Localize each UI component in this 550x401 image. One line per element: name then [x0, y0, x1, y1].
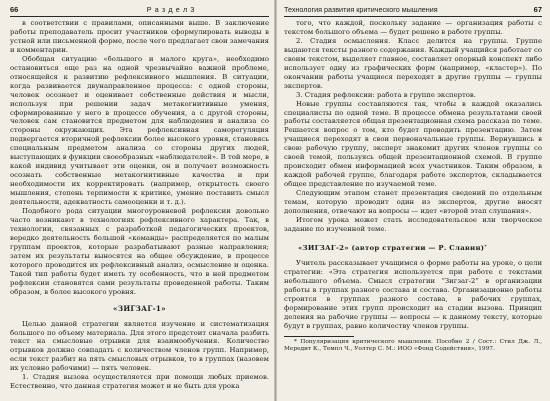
- header-rule: [284, 16, 542, 17]
- paragraph: Целью данной стратегии является изучение и систематизация большого по объему материала. Для этого предстоит сначала разбить текст на смысловые отрывки для взаимообучения. Количество отрывков должно совпадать с количеством членов групп. Например, если текст разбит на пять смысловых отрывков, то в группах (назовем их условно рабочими) — пять человек.: [10, 319, 269, 373]
- footnote: [284, 339, 542, 354]
- paragraph: того, что каждой, поскольку задание — организация работы с текстом большого объема — будет решено в работе группы.: [284, 19, 542, 36]
- running-title: Технология развития критического мышления: [284, 5, 438, 14]
- section-heading: «ЗИГЗАГ-1»: [113, 303, 166, 313]
- right-page-header: [284, 4, 542, 16]
- page-number: 67: [533, 5, 542, 14]
- footnote-marker: *: [484, 243, 488, 250]
- paragraph: Обобщая ситуацию «большого и малого круга», необходимо остановиться еще раз на одной чрезвычайно важной проблеме, относящейся к развитию рефлексивного мышления. В ситуации, когда развивается двунаправленное процесса: с одной стороны, человек осознает и оценивает собственные действия и мысли, используя при решении задач метакогнитивные умения, сформированные у него в процессе обучения, а с другой стороны, человек сам становится предметом для наблюдения и анализа со стороны окружающих. Эта рефлексивная саморегуляция подвергается вторичной рефлексии более высокого уровня, становясь специальным предметом анализа со стороны других людей, выступающих в функции своеобразных «наблюдателей». В той мере, в какой индивид учитывает эти оценки, он и получает возможность осознать собственные метакогнитивные качества и при необходимости их корректировать (например, открытость своего мышления, степень терпимости к критике, умение поставить смысл деятельности, адекватность самооценки и т. д.).: [10, 54, 269, 207]
- header-rule: [10, 16, 269, 17]
- footnote-text: * Популяризация критического мышления. Пособие 2 / Сост.: Стил Дж. Л., Мередит К., Темпл Ч., Уолтер С. М.: ИОО «Фонд Содействия», 1997.: [284, 338, 542, 352]
- paragraph: 3. Стадия рефлексии: работа в группе экспертов.: [296, 90, 476, 99]
- page-number: 66: [10, 5, 19, 14]
- section-label: Р а з д е л 3: [146, 5, 195, 14]
- paragraph: Новые группы составляются так, чтобы в каждой оказались специалисты по одной теме. В процессе обмена результатами своей работы составляется общая презентационная схема рассказа по теме. Решается вопрос о том, кто будет проводить презентацию. Затем учащиеся переходят в свои первоначальные группы. Вернувшись в свою рабочую группу, эксперт знакомит других членов группы со своей темой, пользуясь общей презентационной схемой. В группе происходит обмен информацией всех участников. Таким образом, в каждой рабочей группе, благодаря работе экспертов, складывается общее представление по изучаемой теме.: [284, 99, 542, 189]
- paragraph: 2. Стадия осмысления. Класс делится на группы. Группе выдаются тексты разного содержания. Каждый учащийся работает со своим текстом, выделяет главное, составляет опорный конспект либо использует одну из графических форм (например, «кластер»). По окончании работы учащиеся переходят в другие группы — группы экспертов.: [284, 36, 542, 90]
- paragraph: Подобного рода ситуации многоуровневой рефлексии довольно часто возникают в технологиях рефлексивного характера. Так, в технологии, связанных с разработкой педагогических проектов, вередко деятельность большой «команды» распределяется по малым группам проектов, которые разрабатывают разные направления; затем их результаты выносятся на общее обсуждение, в процессе которого проводится их рефлексивный анализ, осмысление и оценка. Такой тип работы будет иметь ту особенность, что в ней предметом рефлексии становятся сами результаты проведенной работы. Таким образом, в более высокого уровня.: [10, 207, 269, 296]
- paragraph: в соответствии с правилами, описанными выше. В заключение работы преподаватель просит участников сформулировать выводы в устной или письменной форме, после чего предлагает свои замечания и комментарии.: [10, 19, 269, 54]
- paragraph: Следующим этапом станет презентация сведений по отдельным темам, которую проводит один из экспертов, другие вносят дополнения, отвечают на вопросы — идет «второй этап слушания».: [284, 189, 542, 216]
- right-page: [276, 0, 550, 401]
- paragraph: Учитель рассказывает учащимся о форме работы на уроке, о цели стратегии: «Эта стратегия используется при работе с текстами небольшого объема. Смысл стратегии “Зигзаг-2” в организации работы в группах разного состава и состава. Организационно работы строится в группах разного состава, в рабочих группах, формирование этих групп происходит на стадии вызова. Принцип деления на рабочие группы — вопросы — к данному тексту, которые будут в группах, равно количеству членов группы.: [284, 258, 542, 330]
- left-page-body: [10, 19, 269, 391]
- paragraph: 1. Стадия вызова осуществляется при помощи любых приемов. Естественно, что данная стратегия может и не быть для урока: [10, 373, 269, 391]
- paragraph: Итогом урока может стать исследовательское или творческое задание по изученной теме.: [284, 215, 542, 233]
- footnote-rule: [284, 336, 354, 337]
- right-page-body: [284, 19, 542, 331]
- section-heading: [284, 242, 542, 253]
- section-heading-text: «ЗИГЗАГ-2» (автор стратегии — Р. Славин): [298, 243, 485, 252]
- left-page-header: [10, 4, 269, 16]
